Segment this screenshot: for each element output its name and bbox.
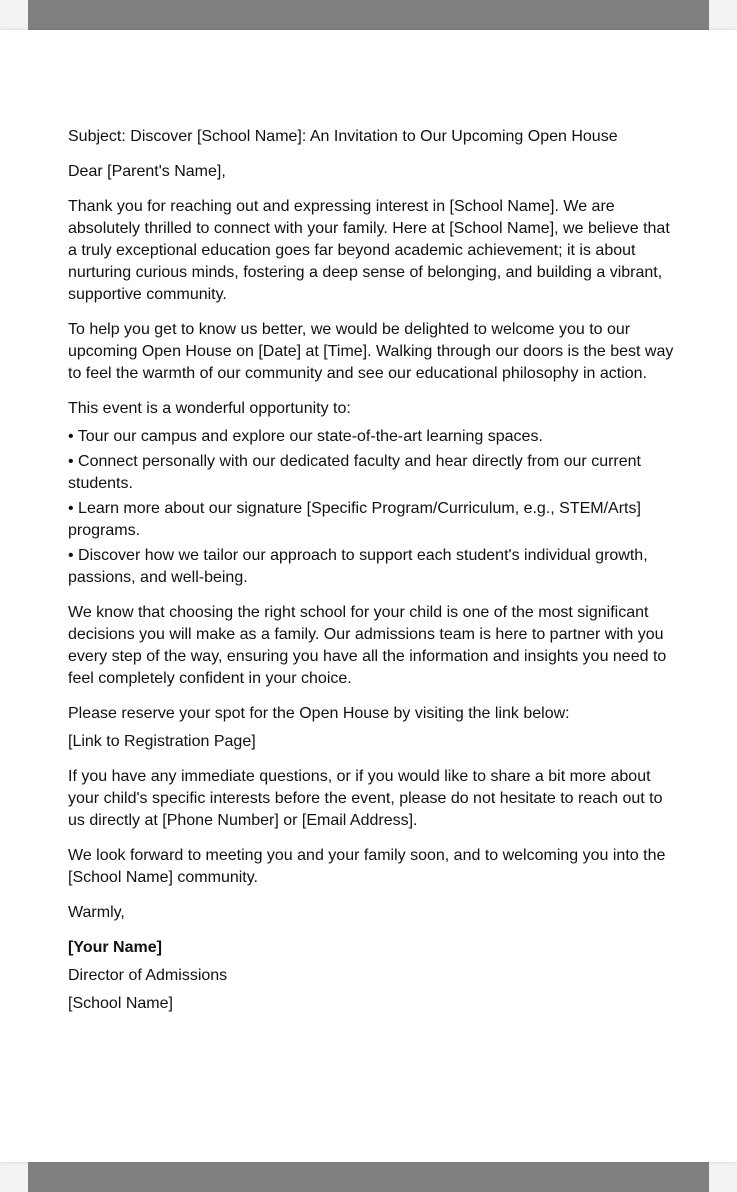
bullets-intro: This event is a wonderful opportunity to: [68, 400, 351, 417]
list-item: • Tour our campus and explore our state-of-the-art learning spaces. [68, 428, 543, 445]
bottom-gray-bar [28, 1162, 709, 1192]
paragraph-look-forward: We look forward to meeting you and your family soon, and to welcoming you into the [School Name] community. [68, 847, 666, 886]
list-item: • Discover how we tailor our approach to support each student's individual growth, passions, and well-being. [68, 547, 648, 586]
paragraph-intro: Thank you for reaching out and expressing interest in [School Name]. We are absolutely thrilled to connect with your family. Here at [School Name], we believe that a truly exceptional education goes far beyond academic achievement; it is about nurturing curious minds, fostering a deep sense of belonging, and building a vibrant, supportive community. [68, 198, 670, 303]
document-page [0, 30, 737, 1162]
closing: Warmly, [68, 904, 125, 921]
reserve-line: Please reserve your spot for the Open House by visiting the link below: [68, 705, 570, 722]
top-gray-bar [28, 0, 709, 30]
greeting: Dear [Parent's Name], [68, 163, 226, 180]
subject-line: Subject: Discover [School Name]: An Invitation to Our Upcoming Open House [68, 128, 618, 145]
sender-title: Director of Admissions [68, 967, 228, 984]
opportunity-list [68, 426, 674, 589]
paragraph-questions: If you have any immediate questions, or if you would like to share a bit more about your child's specific interests before the event, please do not hesitate to reach out to us directly at [Phone Number] or [Email Address]. [68, 768, 663, 829]
list-item: • Learn more about our signature [Specific Program/Curriculum, e.g., STEM/Arts] programs. [68, 500, 641, 539]
sender-school: [School Name] [68, 995, 173, 1012]
paragraph-open-house: To help you get to know us better, we would be delighted to welcome you to our upcoming Open House on [Date] at [Time]. Walking through our doors is the best way to feel the warmth of our community and see our educational philosophy in action. [68, 321, 674, 382]
sender-name: [Your Name] [68, 939, 162, 956]
letter-body [68, 126, 674, 1028]
paragraph-decision: We know that choosing the right school for your child is one of the most significant decisions you will make as a family. Our admissions team is here to partner with you every step of the way, ensuring you have all the information and insights you need to feel completely confident in your choice. [68, 604, 667, 687]
list-item: • Connect personally with our dedicated faculty and hear directly from our current students. [68, 453, 641, 492]
registration-link: [Link to Registration Page] [68, 733, 256, 750]
